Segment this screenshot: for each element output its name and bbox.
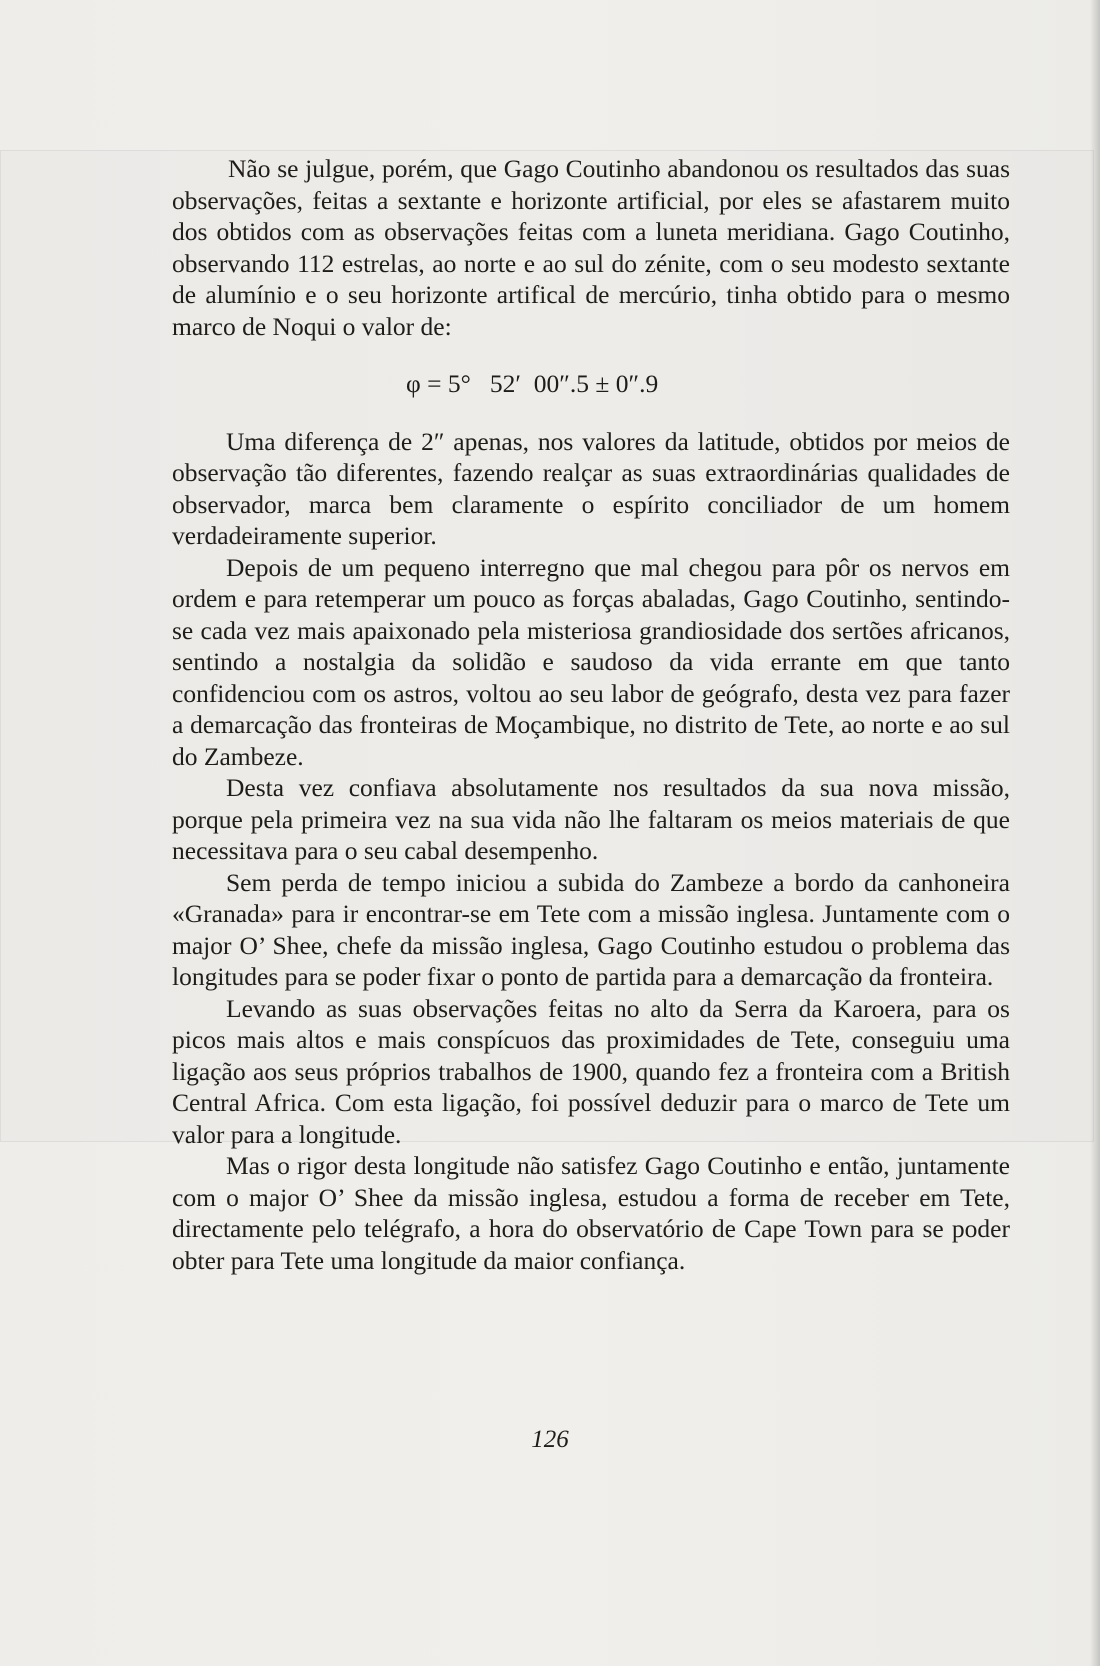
- body-text: [172, 153, 1010, 1276]
- paragraph-2: Uma diferença de 2″ apenas, nos valores da latitude, obtidos por meios de observação tão diferentes, fazendo realçar as suas extraordinárias qualidades de observador, marca bem claramente o espírito conciliador de um homem verdadeiramente superior.: [172, 426, 1010, 550]
- paragraph-6: Levando as suas observações feitas no alto da Serra da Karoera, para os picos mais altos e mais conspícuos das proximidades de Tete, conseguiu uma ligação aos seus próprios trabalhos de 1900, quando fez a fronteira com a British Central Africa. Com esta ligação, foi possível deduzir para o marco de Tete um valor para a longitude.: [172, 993, 1010, 1149]
- paragraph-4: Desta vez confiava absolutamente nos resultados da sua nova missão, porque pela primeira vez na sua vida não lhe faltaram os meios materiais de que necessitava para o seu cabal desempenho.: [172, 773, 1010, 865]
- page-edge-shadow: [1090, 0, 1100, 1666]
- paragraph-1: Não se julgue, porém, que Gago Coutinho abandonou os resultados das suas observações, feitas a sextante e horizonte artificial, por eles se afastarem muito dos obtidos com as observações feitas com a luneta meridiana. Gago Coutinho, observando 112 estrelas, ao norte e ao sul do zénite, com o seu modesto sextante de alumínio e o seu horizonte artifical de mercúrio, tinha obtido para o mesmo marco de Noqui o valor de:: [172, 154, 1010, 341]
- latitude-formula: φ = 5° 52′ 00″.5 ± 0″.9: [406, 369, 659, 398]
- paragraph-7: Mas o rigor desta longitude não satisfez Gago Coutinho e então, juntamente com o major O’ Shee da missão inglesa, estudou a forma de receber em Tete, directamente pelo telégrafo, a hora do observatório de Cape Town para se poder obter para Tete uma longitude da maior confiança.: [172, 1151, 1010, 1275]
- paragraph-5: Sem perda de tempo iniciou a subida do Zambeze a bordo da canhoneira «Granada» para ir encontrar-se em Tete com a missão inglesa. Juntamente com o major O’ Shee, chefe da missão inglesa, Gago Coutinho estudou o problema das longitudes para se poder fixar o ponto de partida para a demarcação da fronteira.: [172, 867, 1010, 991]
- page-number: 126: [531, 1426, 569, 1453]
- paragraph-3: Depois de um pequeno interregno que mal chegou para pôr os nervos em ordem e para retemperar um pouco as forças abaladas, Gago Coutinho, sentindo-se cada vez mais apaixonado pela misteriosa grandiosidade dos sertões africanos, sentindo a nostalgia da solidão e saudoso da vida errante em que tanto confidenciou com os astros, voltou ao seu labor de geógrafo, desta vez para fazer a demarcação das fronteiras de Moçambique, no distrito de Tete, ao norte e ao sul do Zambeze.: [172, 552, 1010, 771]
